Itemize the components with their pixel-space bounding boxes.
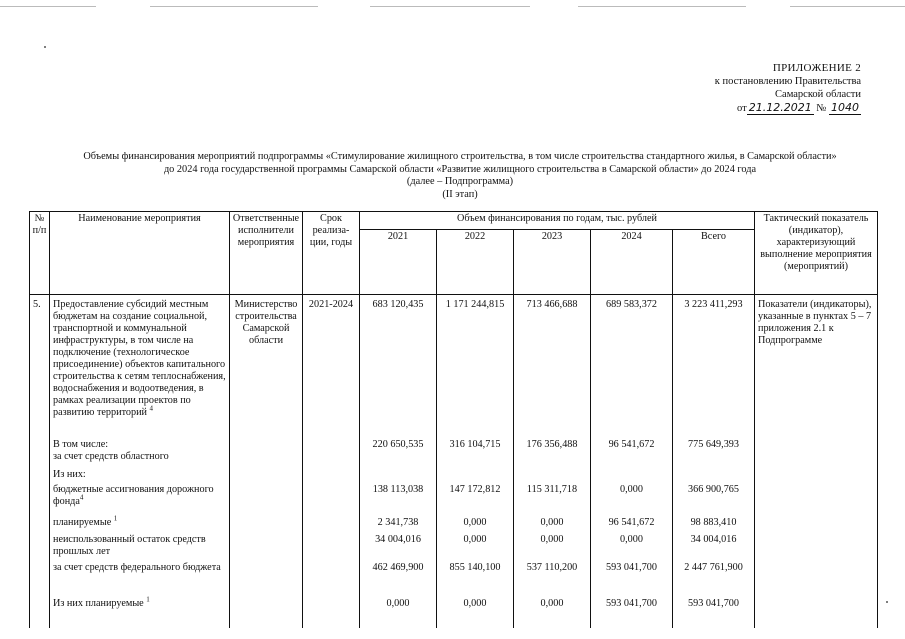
value-2023: 713 466,688 [514,295,591,440]
scan-line [150,6,318,7]
value-2024: 96 541,672 [591,514,673,534]
footnote-ref: 4 [149,404,154,413]
row-label-text: бюджетные ассигнования дорожного фонда [53,484,214,507]
value-2022: 855 140,100 [437,562,514,598]
table-row [30,598,878,628]
header-funding: Объем финансирования по годам, тыс. рублей [360,212,755,230]
row-label [50,484,230,514]
row-label: Из них: [50,469,230,484]
value-2021: 34 004,016 [360,534,437,562]
row-label: неиспользованный остаток средств прошлых лет [50,534,230,562]
table-row [30,514,878,534]
value-2021: 2 341,738 [360,514,437,534]
date-prefix: от [737,103,747,114]
appendix-line1: к постановлению Правительства [714,76,861,87]
value-total: 2 447 761,900 [673,562,755,598]
value-2023: 115 311,718 [514,484,591,514]
footnote-ref: 1 [146,595,150,604]
appendix-block [715,62,861,115]
header-total: Всего [673,230,755,295]
row-label [50,514,230,534]
table-row-main [30,295,878,440]
scan-line [0,6,96,7]
heading-line1: Объемы финансирования мероприятий подпрограммы «Стимулирование жилищного строительства, в том числе строительства стандартного жилья, в Самарской области» [83,151,837,162]
header-year-2022: 2022 [437,230,514,295]
appendix-date-line [715,101,861,115]
header-responsible: Ответственные исполнители мероприятия [230,212,303,295]
row-responsible: Министерство строительства Самарской области [230,295,303,440]
row-label-line2: за счет средств областного [53,451,169,462]
row-name-text: Предоставление субсидий местным бюджетам на создание социальной, транспортной и коммунальной инфраструктуры, в том числе на подключение (технологическое присоединение) объектов капитального строительства к сетям теплоснабжения, водоснабжения и водоотведения, в рамках реализации проектов по развитию территорий [53,299,226,418]
document-heading [60,151,860,201]
row-term: 2021-2024 [303,295,360,440]
header-name: Наименование мероприятия [50,212,230,295]
heading-line2: до 2024 года государственной программы Самарской области «Развитие жилищного строительства в Самарской области» до 2024 года [163,163,757,175]
value-total: 775 649,393 [673,439,755,469]
value-2024: 593 041,700 [591,598,673,628]
value-total: 98 883,410 [673,514,755,534]
scan-speck [44,46,46,48]
header-num: № п/п [30,212,50,295]
row-label-line1: В том числе: [53,439,109,450]
scan-line [370,6,530,7]
header-indicator: Тактический показатель (индикатор), характеризующий выполнение мероприятия (мероприятий) [755,212,878,295]
value-total: 593 041,700 [673,598,755,628]
value-2023: 0,000 [514,514,591,534]
value-2024: 0,000 [591,484,673,514]
footnote-ref: 1 [113,514,118,523]
value-2024: 96 541,672 [591,439,673,469]
table-row [30,534,878,562]
value-2023: 537 110,200 [514,562,591,598]
header-year-2024: 2024 [591,230,673,295]
value-2022: 0,000 [437,534,514,562]
heading-line3: (далее – Подпрограмма) [406,176,514,187]
row-label-text: Из них планируемые [53,598,144,609]
value-2021: 683 120,435 [360,295,437,440]
value-2021: 462 469,900 [360,562,437,598]
table-row [30,484,878,514]
table-row [30,439,878,469]
scan-line [578,6,746,7]
header-year-2023: 2023 [514,230,591,295]
value-2024: 593 041,700 [591,562,673,598]
row-indicator: Показатели (индикаторы), указанные в пунктах 5 – 7 приложения 2.1 к Подпрограмме [755,295,878,440]
row-num: 5. [30,295,50,440]
value-2024: 689 583,372 [591,295,673,440]
value-2024: 0,000 [591,534,673,562]
value-2021: 0,000 [360,598,437,628]
row-label [50,595,230,628]
row-label [50,439,230,469]
header-term: Срок реализа-ции, годы [303,212,360,295]
value-2022: 1 171 244,815 [437,295,514,440]
funding-table [29,211,878,628]
value-2023: 0,000 [514,534,591,562]
row-label: за счет средств федерального бюджета [50,562,230,598]
scan-speck [886,601,888,603]
row-label-text: планируемые [53,517,112,528]
table-row [30,469,878,484]
header-year-2021: 2021 [360,230,437,295]
value-2022: 0,000 [437,514,514,534]
value-total: 34 004,016 [673,534,755,562]
scan-line [790,6,905,7]
value-2022: 0,000 [437,598,514,628]
handwritten-date: 21.12.2021 [748,101,812,114]
appendix-line2: Самарской области [775,89,861,100]
value-2023: 176 356,488 [514,439,591,469]
value-2021: 220 650,535 [360,439,437,469]
value-2022: 147 172,812 [437,484,514,514]
table-row [30,562,878,598]
value-2021: 138 113,038 [360,484,437,514]
value-2023: 0,000 [514,598,591,628]
number-prefix: № [816,103,827,114]
value-2022: 316 104,715 [437,439,514,469]
heading-line4: (II этап) [442,188,478,200]
handwritten-number: 1040 [831,101,859,114]
footnote-ref: 4 [79,493,84,502]
value-total: 366 900,765 [673,484,755,514]
appendix-title: ПРИЛОЖЕНИЕ 2 [772,62,861,74]
row-name [50,295,230,440]
value-total: 3 223 411,293 [673,295,755,440]
